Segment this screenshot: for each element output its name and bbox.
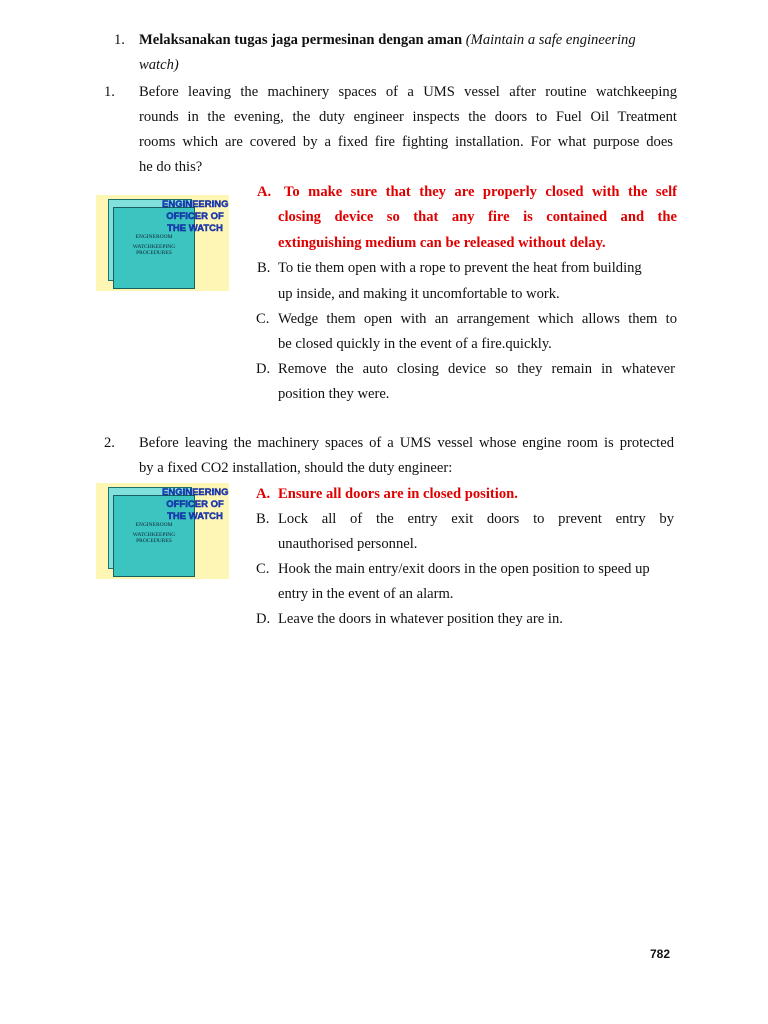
question-1-stem-line: he do this? [139,159,203,175]
q2-option-c-letter: C. [256,561,270,577]
q2-option-d-letter: D. [256,611,271,627]
q1-option-c-letter: C. [256,311,270,327]
q1-option-b-letter: B. [257,260,271,276]
question-1-number: 1. [104,84,115,100]
q2-option-a-letter: A. [256,486,271,502]
q1-option-d-letter: D. [256,361,271,377]
section-title-italic: (Maintain a safe engineering [465,32,636,48]
q2-option-d-line: Leave the doors in whatever position they are in. [278,611,563,627]
question-1-stem-line: rooms which are covered by a fixed fire fighting installation. For what purpose does [139,134,673,150]
section-title-bold: Melaksanakan tugas jaga permesinan dengan aman [139,32,463,48]
q1-option-d-line: position they were. [278,386,390,402]
q2-option-b-line: Lock all of the entry exit doors to prevent entry by [278,511,674,527]
book-illustration [96,483,229,579]
q2-option-a-line: Ensure all doors are in closed position. [278,486,518,502]
q1-option-a-line: To make sure that they are properly closed with the self [284,184,677,200]
book-title: ENGINEERING OFFICER OF THE WATCH [162,487,229,522]
book-cover: ENGINEROOM WATCHKEEPING PROCEDURES [113,495,195,577]
book-title: ENGINEERING OFFICER OF THE WATCH [162,199,229,234]
page-number: 782 [650,947,671,961]
question-1-stem-line: Before leaving the machinery spaces of a UMS vessel after routine watchkeeping [139,84,677,100]
book-illustration [96,195,229,291]
q1-option-a-line: extinguishing medium can be released without delay. [278,235,606,251]
q1-option-a-line: closing device so that any fire is contained and the [278,209,677,225]
q1-option-c-line: Wedge them open with an arrangement which allows them to [278,311,677,327]
book-cover: ENGINEROOM WATCHKEEPING PROCEDURES [113,207,195,289]
q2-option-b-line: unauthorised personnel. [278,536,418,552]
question-2-number: 2. [104,435,115,451]
question-2-stem-line: by a fixed CO2 installation, should the duty engineer: [139,460,453,476]
q2-option-b-letter: B. [256,511,270,527]
section-title [139,30,677,50]
q1-option-b-line: up inside, and making it uncomfortable to work. [278,286,560,302]
section-title-italic-cont: watch) [139,57,179,73]
q1-option-b-line: To tie them open with a rope to prevent the heat from building [278,260,642,276]
question-2-stem-line: Before leaving the machinery spaces of a UMS vessel whose engine room is protected [139,435,674,451]
q1-option-a-letter: A. [257,184,272,200]
q2-option-c-line: Hook the main entry/exit doors in the open position to speed up [278,561,650,577]
section-number: 1. [114,32,125,48]
q2-option-c-line: entry in the event of an alarm. [278,586,454,602]
question-1-stem-line: rounds in the evening, the duty engineer inspects the doors to Fuel Oil Treatment [139,109,677,125]
q1-option-d-line: Remove the auto closing device so they remain in whatever [278,361,675,377]
q1-option-c-line: be closed quickly in the event of a fire.quickly. [278,336,552,352]
